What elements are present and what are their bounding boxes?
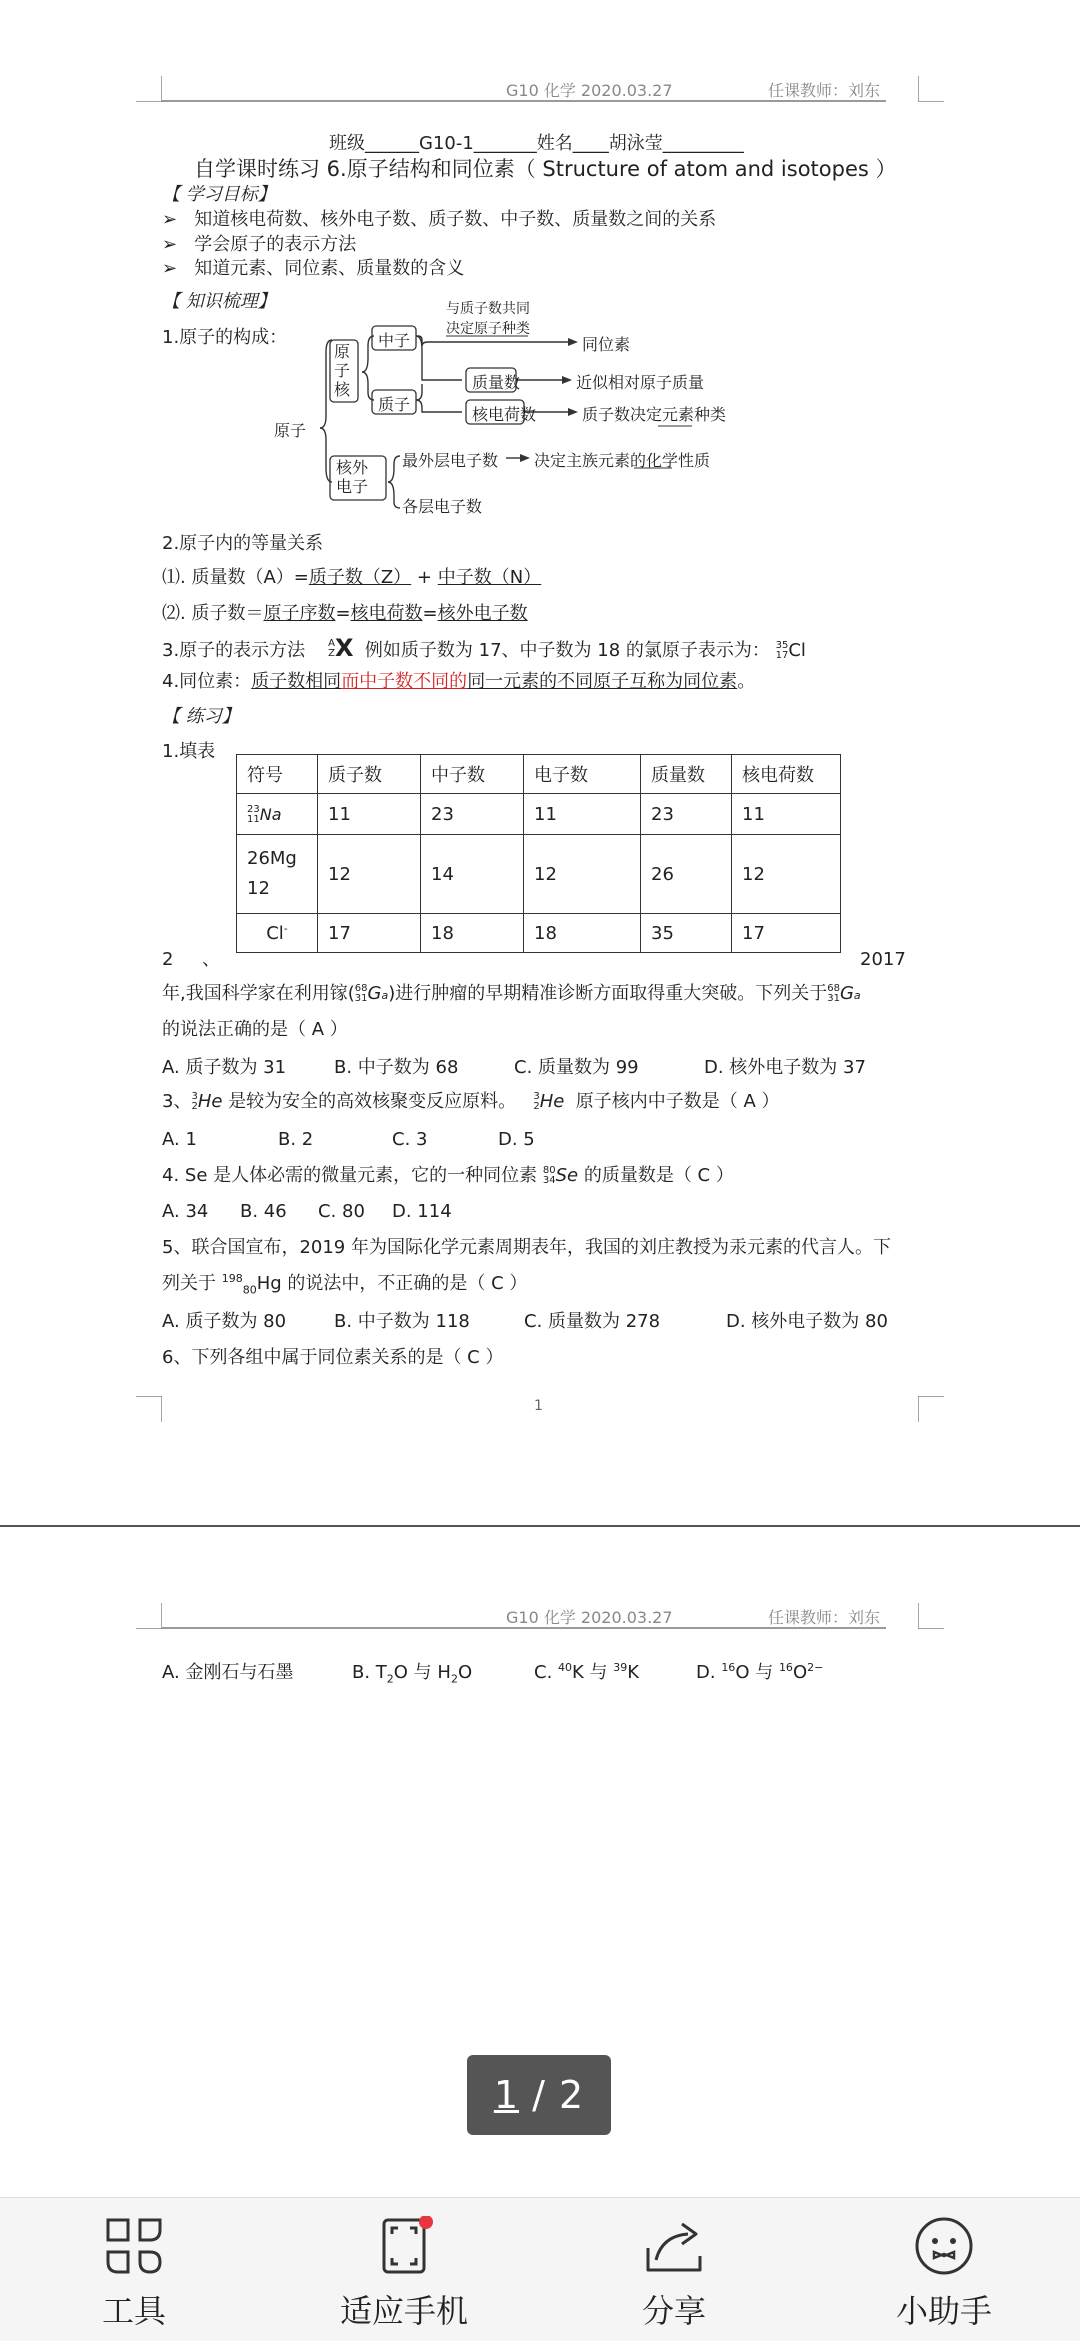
q5-option-b: B. 中子数为 118 [334, 1311, 470, 1332]
practice-q2-text: 年,我国科学家在利用镓( 68 31 Ga)进行肿瘤的早期精准诊断方面取得重大突破。下列关于 68 31 Ga [162, 983, 861, 1004]
assistant-button[interactable] [844, 2216, 1044, 2332]
q3-option-a: A. 1 [162, 1129, 197, 1150]
table-cell: 23 [421, 794, 524, 835]
page-title: 自学课时练习 6.原子结构和同位素（ Structure of atom and isotopes ） [194, 157, 897, 181]
table-cell: 11 [318, 794, 421, 835]
crop-mark [918, 1603, 944, 1629]
assistant-label: 小助手 [895, 2292, 992, 2330]
diagram-note-1: 与质子数共同 [446, 301, 530, 317]
practice-q1: 1.填表 [162, 741, 216, 762]
q4-option-d: D. 114 [392, 1201, 452, 1222]
table-cell-symbol: 23 11 Na [237, 794, 318, 835]
header-rule [162, 1627, 886, 1629]
knowledge-q2: 2.原子内的等量关系 [162, 533, 324, 554]
practice-q2-year: 2017 [860, 949, 906, 970]
equation-2: ⑵. 质子数＝原子序数=核电荷数=核外电子数 [162, 603, 528, 624]
table-row [237, 794, 841, 835]
tools-label: 工具 [101, 2292, 166, 2330]
goals-heading: 【 学习目标】 [162, 184, 276, 205]
diagram-mass-number: 质量数 [472, 373, 521, 392]
practice-q6: 6、下列各组中属于同位素关系的是（ C ） [162, 1347, 504, 1368]
q6-option-d: D. $^{16}$O 与 $^{16}O^{2-}$ [696, 1661, 824, 1683]
fit-screen-icon [374, 2216, 434, 2276]
tools-button[interactable] [34, 2216, 234, 2332]
diagram-nucleus: 原子核 [334, 342, 351, 399]
equation-1: ⑴. 质量数（A）=质子数（Z） + 中子数（N） [162, 567, 542, 588]
diagram-layer-electrons: 各层电子数 [402, 497, 483, 516]
table-cell: 12 [732, 835, 841, 914]
table-row [237, 835, 841, 914]
practice-q4: 4. Se 是人体必需的微量元素，它的一种同位素 80 34 Se 的质量数是（ C ） [162, 1165, 734, 1186]
pager-current: 1 [493, 2073, 520, 2117]
q4-option-b: B. 46 [240, 1201, 287, 1222]
header-teacher: 任课教师：刘东 [768, 81, 881, 100]
fill-in-table [236, 754, 841, 953]
page-number: 1 [534, 1398, 543, 1414]
q6-option-c: C. $^{40}$K 与 $^{39}$K [534, 1661, 640, 1683]
crop-mark [918, 1396, 944, 1422]
notification-dot [419, 2216, 433, 2229]
assistant-icon [914, 2216, 974, 2276]
diagram-atom: 原子 [274, 421, 307, 440]
pager-separator: / [519, 2073, 559, 2117]
table-cell: 35 [641, 914, 732, 953]
diagram-charge-result: 质子数决定元素种类 [582, 405, 727, 424]
bottom-toolbar [0, 2197, 1080, 2341]
goal-item: ➢ 知道核电荷数、核外电子数、质子数、中子数、质量数之间的关系 [162, 209, 717, 230]
table-cell-symbol: 26Mg 12 [237, 835, 318, 914]
table-header-cell: 电子数 [524, 755, 641, 794]
practice-q2-number: 2 、 [162, 949, 221, 970]
q3-option-d: D. 5 [498, 1129, 535, 1150]
q6-option-b: B. $T_2O$ 与 $H_2O$ [352, 1662, 473, 1686]
table-cell: 18 [421, 914, 524, 953]
tools-icon [104, 2216, 164, 2276]
practice-q2-stem: 的说法正确的是（ A ） [162, 1019, 348, 1040]
q2-option-c: C. 质量数为 99 [514, 1057, 639, 1078]
header-course: G10 化学 2020.03.27 [506, 81, 673, 100]
table-cell: 11 [524, 794, 641, 835]
practice-heading: 【 练习】 [162, 706, 240, 727]
q5-option-c: C. 质量数为 278 [524, 1311, 661, 1332]
crop-mark [136, 1396, 162, 1422]
q4-option-a: A. 34 [162, 1201, 209, 1222]
table-cell: 17 [318, 914, 421, 953]
knowledge-heading: 【 知识梳理】 [162, 291, 276, 312]
crop-mark [136, 1603, 162, 1629]
goal-item: ➢ 知道元素、同位素、质量数的含义 [162, 258, 465, 279]
q2-option-a: A. 质子数为 31 [162, 1057, 287, 1078]
table-header-cell: 核电荷数 [732, 755, 841, 794]
diagram-nuclear-charge: 核电荷数 [472, 405, 537, 424]
table-cell: 12 [318, 835, 421, 914]
table-row [237, 914, 841, 953]
table-header-cell: 中子数 [421, 755, 524, 794]
practice-q5-line2: 列关于 $^{198}_{80}$Hg 的说法中，不正确的是（ C ） [162, 1272, 528, 1297]
knowledge-q1: 1.原子的构成： [162, 327, 288, 348]
table-header-cell: 符号 [237, 755, 318, 794]
crop-mark [136, 76, 162, 102]
fit-phone-label: 适应手机 [339, 2292, 468, 2330]
knowledge-q4: 4.同位素：质子数相同而中子数不同的同一元素的不同原子互称为同位素。 [162, 671, 756, 692]
q2-option-d: D. 核外电子数为 37 [704, 1057, 866, 1078]
table-header-row [237, 755, 841, 794]
diagram-proton: 质子 [378, 395, 411, 414]
header-teacher: 任课教师：刘东 [768, 1608, 881, 1627]
diagram-note-2: 决定原子种类 [446, 321, 530, 337]
q5-option-d: D. 核外电子数为 80 [726, 1311, 888, 1332]
table-cell: 26 [641, 835, 732, 914]
pager-total: 2 [558, 2073, 585, 2117]
share-icon [644, 2216, 704, 2276]
knowledge-q3: 3.原子的表示方法 A Z X 例如质子数为 17、中子数为 18 的氯原子表示为： 35 17 Cl [162, 634, 806, 662]
table-cell: 18 [524, 914, 641, 953]
table-cell: 12 [524, 835, 641, 914]
share-label: 分享 [641, 2292, 706, 2330]
q6-option-a: A. 金刚石与石墨 [162, 1662, 294, 1683]
diagram-electrons: 核外电子 [336, 458, 369, 496]
header-rule [162, 100, 886, 102]
diagram-isotope: 同位素 [582, 335, 631, 354]
page-indicator [467, 2055, 611, 2135]
table-header-cell: 质子数 [318, 755, 421, 794]
practice-q3: 3、 3 2 He 是较为安全的高效核聚变反应原料。 3 2 He 原子核内中子数是（ A ） [162, 1091, 780, 1112]
table-header-cell: 质量数 [641, 755, 732, 794]
diagram-neutron: 中子 [378, 331, 411, 350]
table-cell: 17 [732, 914, 841, 953]
q3-option-b: B. 2 [278, 1129, 314, 1150]
info-line: 班级______G10-1_______姓名____胡泳莹_________ [329, 133, 744, 154]
table-cell-symbol: Cl- [237, 914, 318, 953]
q5-option-a: A. 质子数为 80 [162, 1311, 287, 1332]
header-course: G10 化学 2020.03.27 [506, 1608, 673, 1627]
share-button[interactable] [574, 2216, 774, 2332]
fit-phone-button[interactable] [304, 2216, 504, 2332]
atom-structure-diagram [270, 296, 730, 518]
table-cell: 11 [732, 794, 841, 835]
table-cell: 14 [421, 835, 524, 914]
q3-option-c: C. 3 [392, 1129, 428, 1150]
diagram-outer-result: 决定主族元素的化学性质 [534, 451, 711, 470]
q2-option-b: B. 中子数为 68 [334, 1057, 459, 1078]
crop-mark [918, 76, 944, 102]
practice-q5-line1: 5、联合国宣布，2019 年为国际化学元素周期表年，我国的刘庄教授为汞元素的代言人。下 [162, 1237, 891, 1258]
diagram-outer-electrons: 最外层电子数 [402, 451, 499, 470]
goal-item: ➢ 学会原子的表示方法 [162, 234, 357, 255]
diagram-mass-result: 近似相对原子质量 [576, 373, 705, 392]
table-cell: 23 [641, 794, 732, 835]
q4-option-c: C. 80 [318, 1201, 365, 1222]
